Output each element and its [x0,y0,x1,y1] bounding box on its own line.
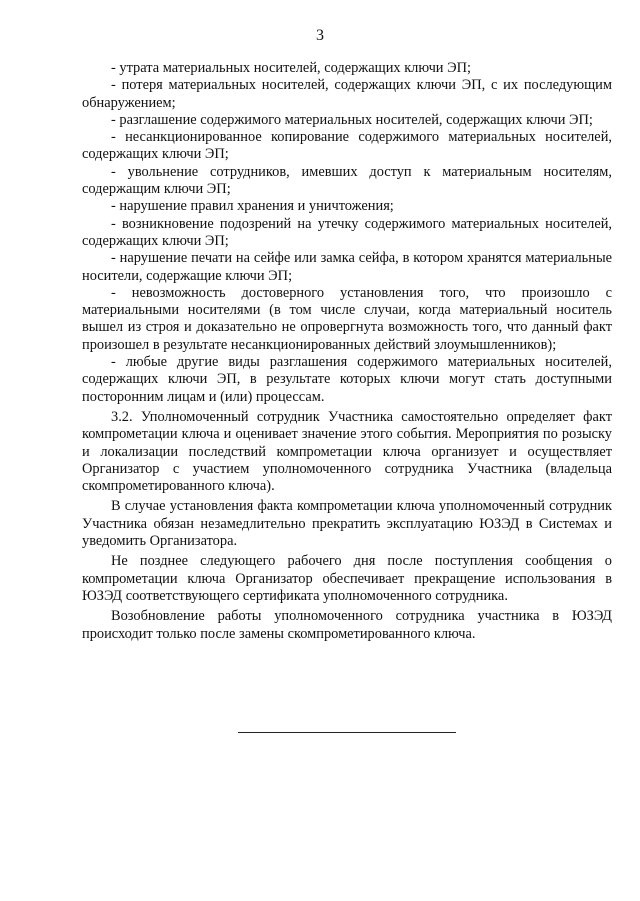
list-item: - потеря материальных носителей, содержащих ключи ЭП, с их последующим обнаружением; [82,77,612,111]
list-item: - нарушение печати на сейфе или замка сейфа, в котором хранятся материальные носители, содержащие ключи ЭП; [82,250,612,284]
list-item: - нарушение правил хранения и уничтожения; [111,198,394,215]
section-3-2-paragraph: 3.2. Уполномоченный сотрудник Участника самостоятельно определяет факт компрометации ключа и оценивает значение этого события. Мероприятия по розыску и локализации последствий компрометации ключа организует и осуществляет Организатор с участием уполномоченного сотрудника Участника (владельца скомпрометированного ключа). [82,408,612,495]
list-item: - несанкционированное копирование содержимого материальных носителей, содержащих ключи ЭП; [82,129,612,163]
list-item: - любые другие виды разглашения содержимого материальных носителей, содержащих ключи ЭП, в результате которых ключи могут стать доступными посторонним лицам и (или) процессам. [82,354,612,405]
body-paragraph: Возобновление работы уполномоченного сотрудника участника в ЮЗЭД происходит только после замены скомпрометированного ключа. [82,608,612,642]
list-item: - разглашение содержимого материальных носителей, содержащих ключи ЭП; [111,111,593,128]
body-paragraph: Не позднее следующего рабочего дня после поступления сообщения о компрометации ключа Организатор обеспечивает прекращение использования в ЮЗЭД соответствующего сертификата уполномоченного сотрудника. [82,553,612,604]
list-item: - возникновение подозрений на утечку содержимого материальных носителей, содержащих ключи ЭП; [82,215,612,249]
list-item: - невозможность достоверного установления того, что произошло с материальными носителями (в том числе случаи, когда материальный носитель вышел из строя и доказательно не опровергнута возможность того, что данный факт произошел в результате несанкционированных действий злоумышленников); [82,284,612,353]
list-item: - увольнение сотрудников, имевших доступ к материальным носителям, содержащим ключи ЭП; [82,163,612,198]
closing-rule [238,732,456,733]
list-item: - утрата материальных носителей, содержащих ключи ЭП; [111,60,471,76]
body-paragraph: В случае установления факта компрометации ключа уполномоченный сотрудник Участника обязан незамедлительно прекратить эксплуатацию ЮЗЭД в Системах и уведомить Организатора. [82,498,612,550]
document-body [82,60,612,643]
page-number: 3 [316,27,324,44]
